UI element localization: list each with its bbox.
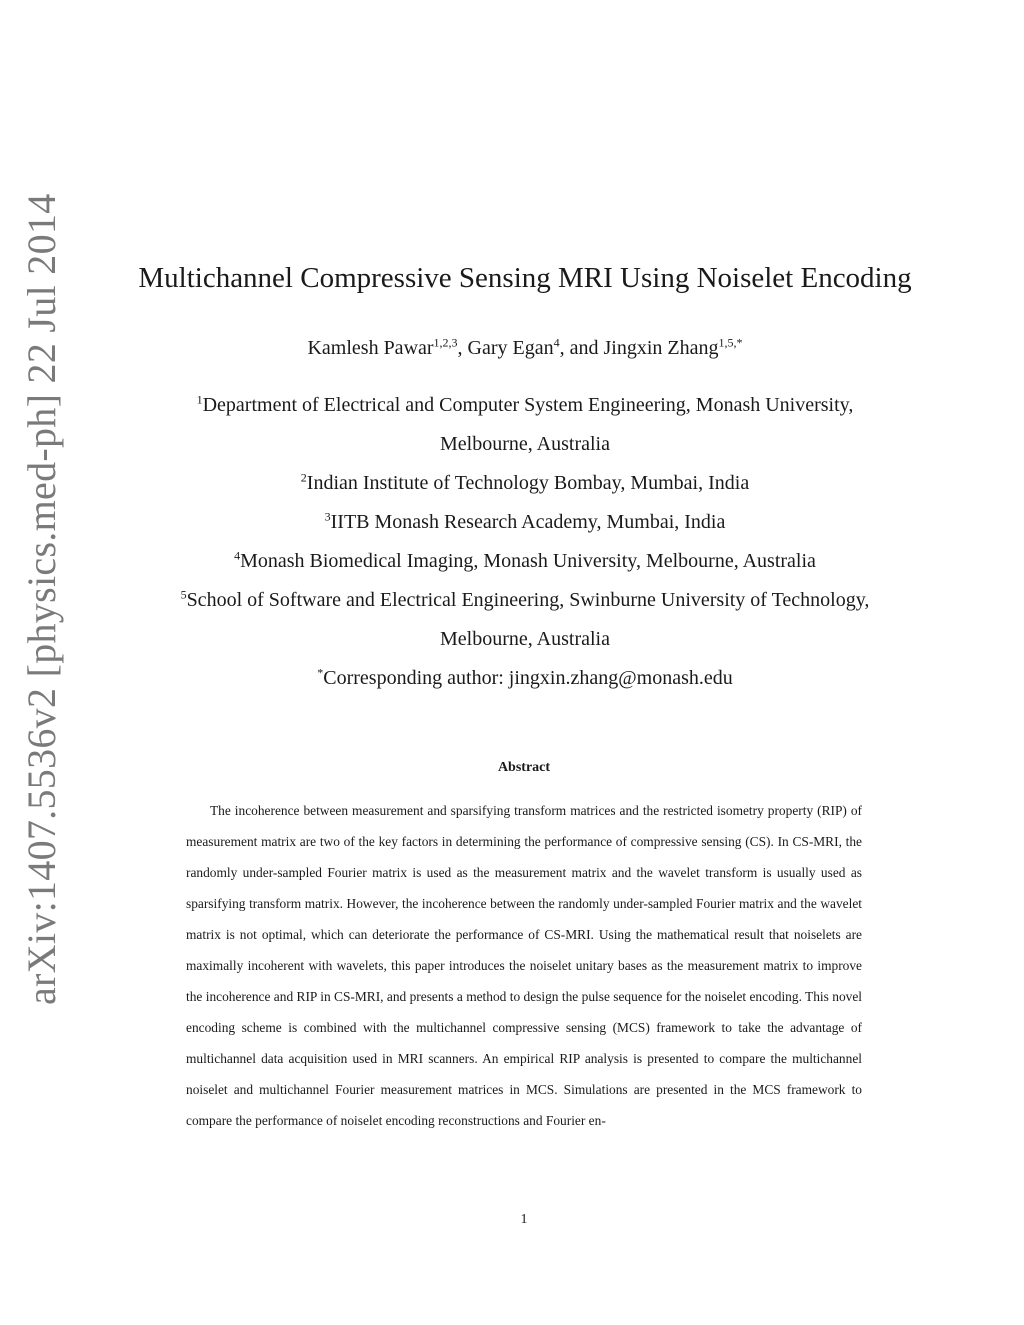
affiliation-text: Melbourne, Australia (440, 433, 610, 455)
paper-title: Multichannel Compressive Sensing MRI Using Noiselet Encoding (138, 262, 912, 294)
author-name: Kamlesh Pawar (307, 337, 434, 359)
affiliation-mark: 4 (234, 548, 241, 563)
affiliation-text: Melbourne, Australia (440, 628, 610, 650)
affiliation-mark: 2 (300, 470, 307, 485)
affiliation-text: IITB Monash Research Academy, Mumbai, India (330, 511, 726, 533)
author-list (0, 337, 1024, 360)
page-number: 1 (520, 1212, 528, 1227)
affiliation-text: School of Software and Electrical Engineering, Swinburne University of Technology, (186, 589, 870, 611)
affiliation-line (0, 433, 1024, 456)
affiliation-line (0, 472, 1024, 495)
affiliation-text: Indian Institute of Technology Bombay, Mumbai, India (306, 472, 750, 494)
author-separator: , (457, 337, 468, 359)
arxiv-identifier: arXiv:1407.5536v2 [physics.med-ph] 22 Jul 2014 (19, 193, 64, 1005)
corresponding-author-text: Corresponding author: jingxin.zhang@monash.edu (323, 667, 733, 689)
author-affiliation-mark: 1,5,* (718, 335, 743, 350)
affiliation-mark: 5 (180, 587, 187, 602)
author-name: Gary Egan (467, 337, 554, 359)
corresponding-author (0, 667, 1024, 690)
author-affiliation-mark: 1,2,3 (433, 335, 458, 350)
author-affiliation-mark: 4 (553, 335, 560, 350)
affiliation-line (0, 394, 1024, 417)
affiliation-text: Department of Electrical and Computer System Engineering, Monash University, (202, 394, 854, 416)
author-separator: , and (559, 337, 604, 359)
affiliation-text: Monash Biomedical Imaging, Monash University, Melbourne, Australia (240, 550, 816, 572)
affiliation-mark: 1 (196, 392, 203, 407)
author-name: Jingxin Zhang (603, 337, 719, 359)
abstract-heading: Abstract (497, 760, 551, 775)
affiliation-line (0, 628, 1024, 651)
affiliation-mark: 3 (324, 509, 331, 524)
abstract-body: The incoherence between measurement and sparsifying transform matrices and the restricted isometry property (RIP) of measurement matrix are two of the key factors in determining the performance of compressive sensing (CS). In CS-MRI, the randomly under-sampled Fourier matrix is used as the measurement matrix and the wavelet transform is usually used as sparsifying transform matrix. However, the incoherence between the randomly under-sampled Fourier matrix and the wavelet matrix is not optimal, which can deteriorate the performance of CS-MRI. Using the mathematical result that noiselets are maximally incoherent with wavelets, this paper introduces the noiselet unitary bases as the measurement matrix to improve the incoherence and RIP in CS-MRI, and presents a method to design the pulse sequence for the noiselet encoding. This novel encoding scheme is combined with the multichannel compressive sensing (MCS) framework to take the advantage of multichannel data acquisition used in MRI scanners. An empirical RIP analysis is presented to compare the multichannel noiselet and multichannel Fourier measurement matrices in MCS. Simulations are presented in the MCS framework to compare the performance of noiselet encoding reconstructions and Fourier en- (186, 803, 862, 1128)
affiliation-line (0, 550, 1024, 573)
affiliation-line (0, 589, 1024, 612)
affiliation-line (0, 511, 1024, 534)
affiliation-mark: * (317, 665, 324, 680)
